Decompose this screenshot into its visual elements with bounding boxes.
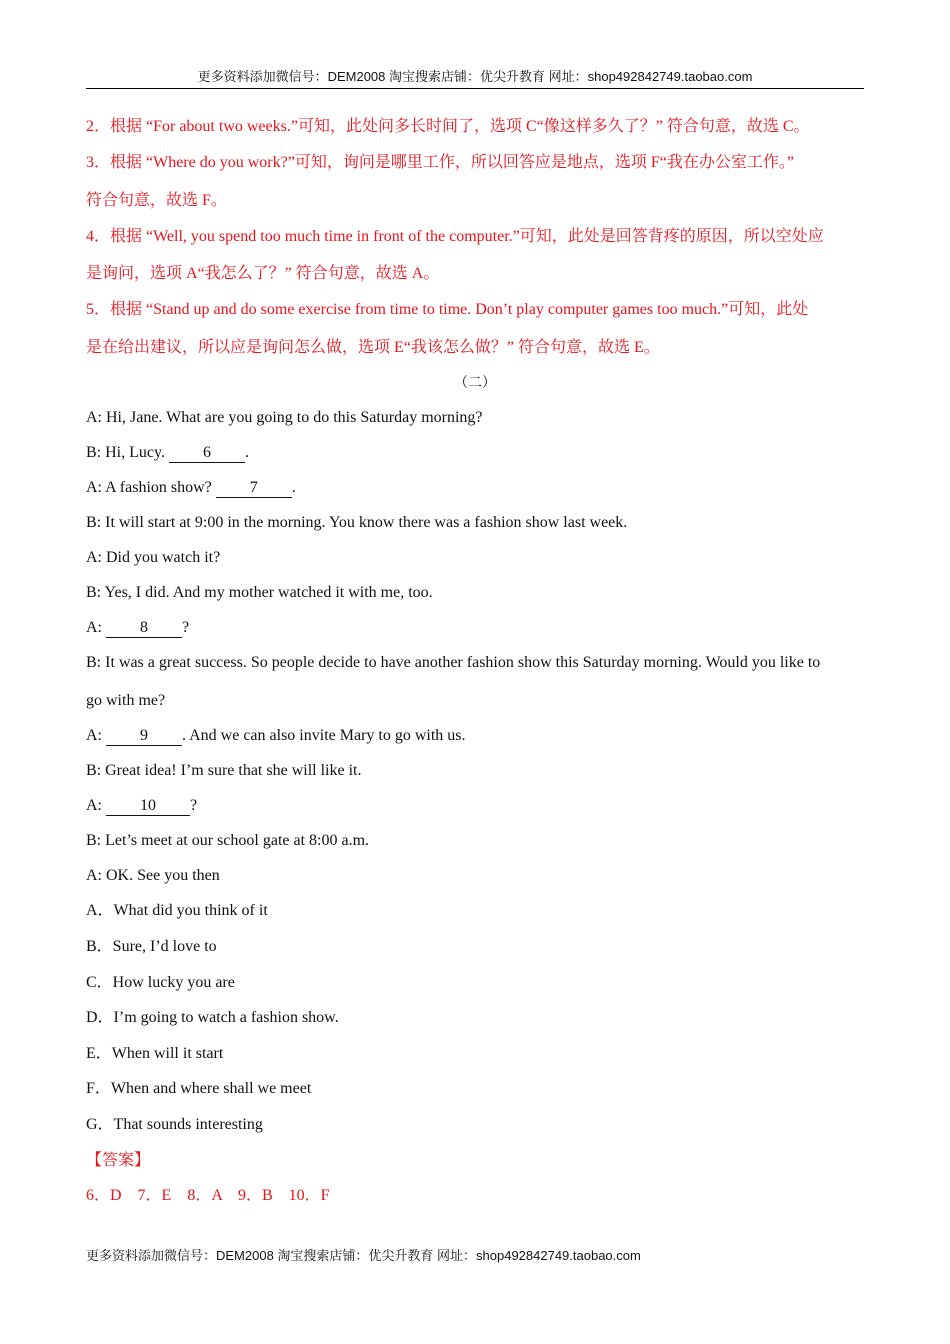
dialogue-line: A: 8 ?	[86, 619, 190, 636]
answer-label: 【答案】	[86, 1152, 151, 1169]
dialogue-line: A: OK. See you then	[86, 867, 220, 884]
dialogue-line: B: Let’s meet at our school gate at 8:00 a.m.	[86, 832, 370, 849]
answer-key: 6．D 7．E 8．A 9．B 10．F	[86, 1187, 330, 1204]
dialogue-line: A: 9 . And we can also invite Mary to go with us.	[86, 727, 466, 744]
explanation-line: 是询问，选项 A“我怎么了？” 符合句意，故选 A。	[86, 265, 440, 282]
page-header: 更多资料添加微信号：DEM2008 淘宝搜索店铺：优尖升教育 网址：shop492842749.taobao.com	[86, 66, 864, 89]
explanation-line: 是在给出建议，所以应是询问怎么做，选项 E“我该怎么做？” 符合句意，故选 E。	[86, 339, 660, 356]
dialogue-line: B: Yes, I did. And my mother watched it with me, too.	[86, 584, 433, 601]
option-item: G．That sounds interesting	[86, 1116, 263, 1133]
answer-blank: 10	[106, 797, 190, 816]
dialogue-line: A: Hi, Jane. What are you going to do this Saturday morning?	[86, 409, 483, 426]
dialogue-line: go with me?	[86, 692, 166, 709]
page-footer: 更多资料添加微信号：DEM2008 淘宝搜索店铺：优尖升教育 网址：shop492842749.taobao.com	[86, 1248, 641, 1263]
option-item: E．When will it start	[86, 1045, 224, 1062]
explanation-line: 符合句意，故选 F。	[86, 192, 227, 209]
option-item: B．Sure, I’d love to	[86, 938, 217, 955]
dialogue-line: A: Did you watch it?	[86, 549, 221, 566]
explanation-line: 5．根据 “Stand up and do some exercise from time to time. Don’t play computer games too much.”可知，此处	[86, 301, 809, 318]
answer-blank: 6	[169, 444, 245, 463]
explanation-line: 3．根据 “Where do you work?”可知，询问是哪里工作，所以回答应是地点，选项 F“我在办公室工作。”	[86, 154, 794, 171]
explanation-line: 4．根据 “Well, you spend too much time in front of the computer.”可知，此处是回答背疼的原因，所以空处应	[86, 228, 824, 245]
answer-blank: 7	[216, 479, 292, 498]
answer-blank: 8	[106, 619, 182, 638]
dialogue-line: B: It was a great success. So people decide to have another fashion show this Saturday morning. Would you like to	[86, 654, 821, 671]
option-item: C．How lucky you are	[86, 974, 235, 991]
dialogue-line: B: It will start at 9:00 in the morning. You know there was a fashion show last week.	[86, 514, 628, 531]
explanation-line: 2．根据 “For about two weeks.”可知，此处问多长时间了，选项 C“像这样多久了？” 符合句意，故选 C。	[86, 118, 810, 135]
option-item: D．I’m going to watch a fashion show.	[86, 1009, 339, 1026]
dialogue-line: A: A fashion show? 7 .	[86, 479, 296, 496]
section-title: （二）	[454, 376, 496, 391]
option-item: F．When and where shall we meet	[86, 1080, 312, 1097]
option-item: A．What did you think of it	[86, 902, 268, 919]
dialogue-line: A: 10 ?	[86, 797, 198, 814]
answer-blank: 9	[106, 727, 182, 746]
dialogue-line: B: Great idea! I’m sure that she will like it.	[86, 762, 362, 779]
dialogue-line: B: Hi, Lucy. 6 .	[86, 444, 249, 461]
